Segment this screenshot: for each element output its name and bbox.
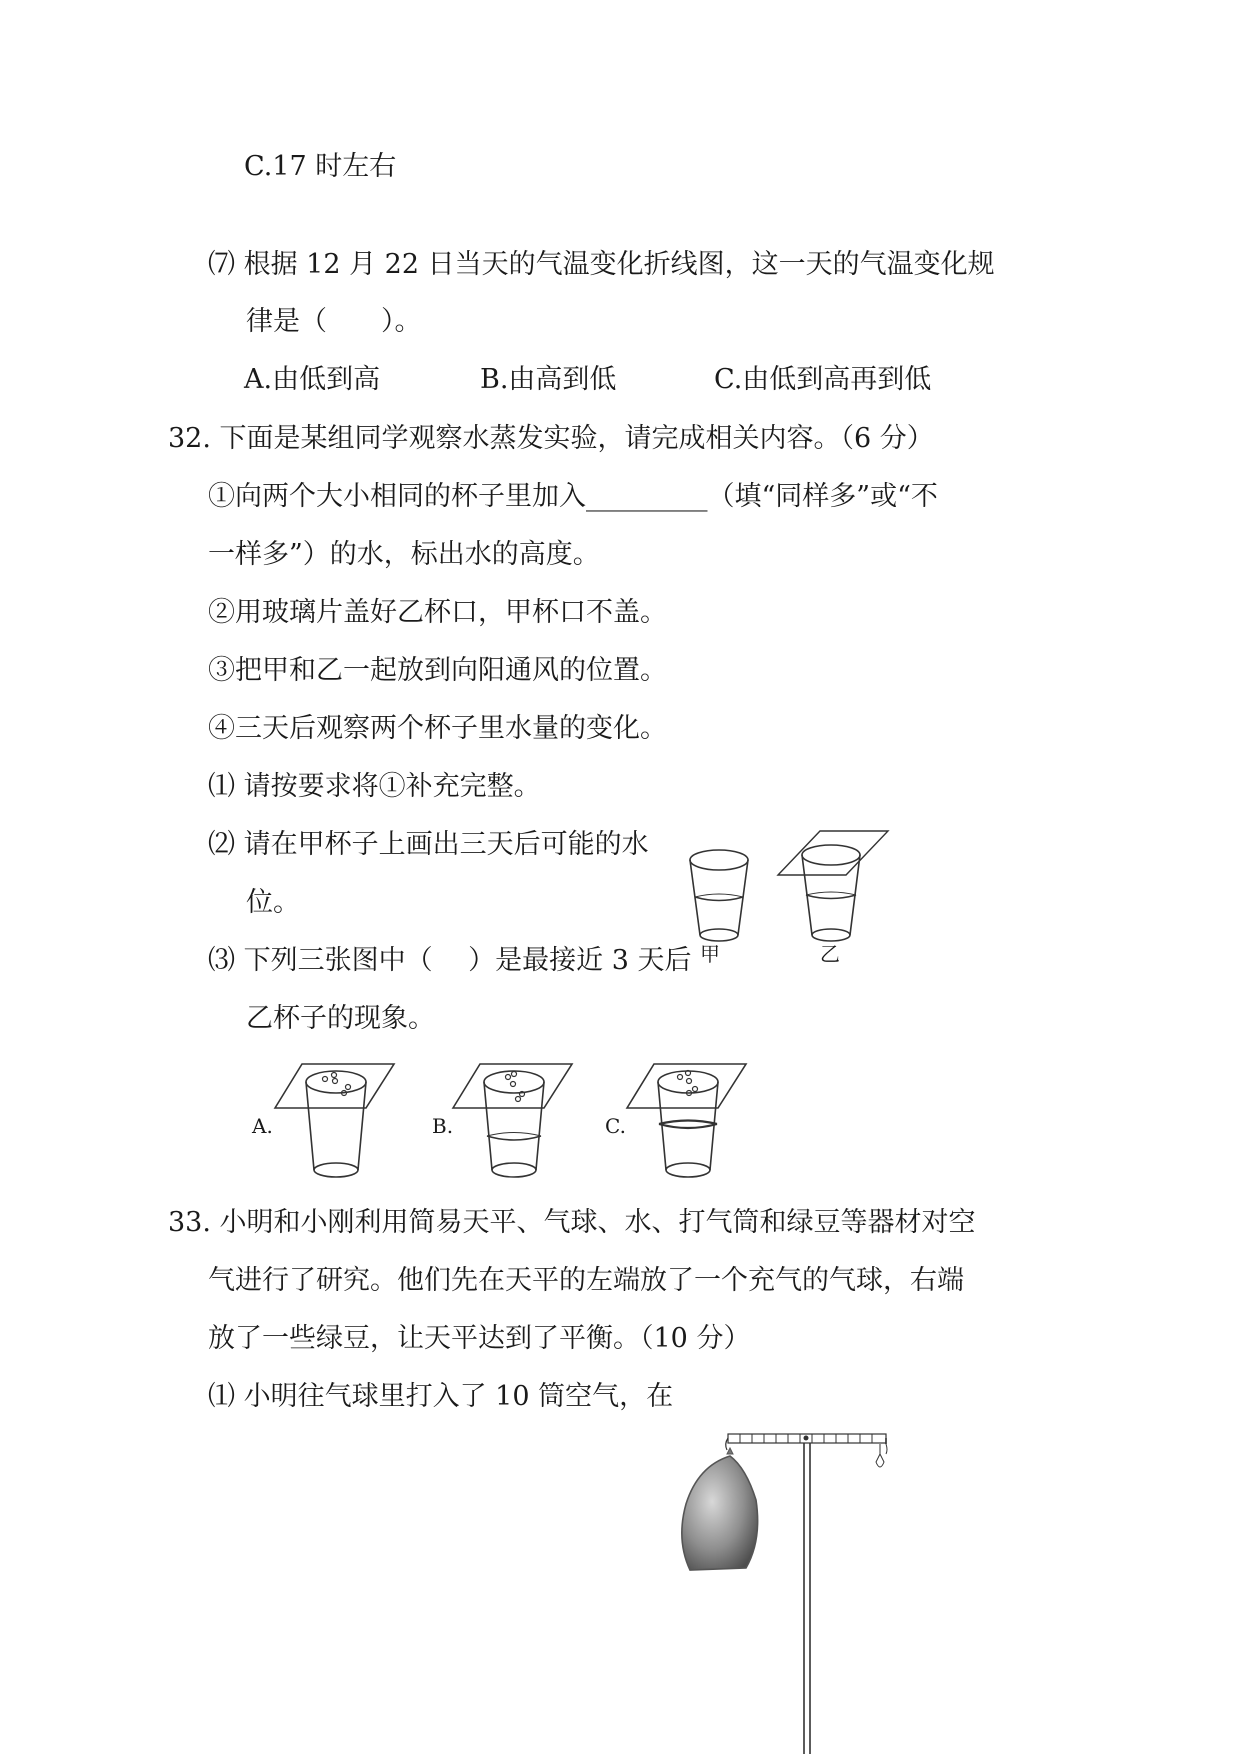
q32-step1-line2: 一样多”）的水，标出水的高度。: [208, 539, 600, 570]
q32-sub3-line2: 乙杯子的现象。: [246, 1003, 435, 1034]
balance-balloon-figure: [680, 1420, 910, 1754]
q32-title: 32. 下面是某组同学观察水蒸发实验，请完成相关内容。（6 分）: [168, 423, 934, 454]
q31-7-option-b: B.由高到低: [480, 364, 617, 395]
choice-a-figure: [270, 1060, 400, 1190]
option-c-previous: C.17 时左右: [244, 151, 397, 182]
q32-step3: ③把甲和乙一起放到向阳通风的位置。: [208, 655, 667, 686]
choice-label-a: A.: [252, 1114, 273, 1138]
q32-step4: ④三天后观察两个杯子里水量的变化。: [208, 713, 667, 744]
choice-c-figure: [622, 1060, 752, 1190]
q31-7-option-a: A.由低到高: [244, 364, 381, 395]
q32-sub2-line1: ⑵ 请在甲杯子上画出三天后可能的水: [208, 829, 649, 860]
q32-step1-line1: ①向两个大小相同的杯子里加入_________（填“同样多”或“不: [208, 481, 938, 512]
cup-label-jia: 甲: [700, 942, 720, 966]
q33-line2: 气进行了研究。他们先在天平的左端放了一个充气的气球，右端: [208, 1265, 964, 1296]
q32-sub2-line2: 位。: [246, 887, 300, 918]
q32-sub1: ⑴ 请按要求将①补充完整。: [208, 771, 541, 802]
q33-sub1: ⑴ 小明往气球里打入了 10 筒空气，在: [208, 1381, 674, 1412]
q32-step2: ②用玻璃片盖好乙杯口，甲杯口不盖。: [208, 597, 667, 628]
choice-label-b: B.: [432, 1114, 454, 1138]
q31-7-line1: ⑺ 根据 12 月 22 日当天的气温变化折线图，这一天的气温变化规: [208, 249, 995, 280]
cup-jia: [690, 850, 748, 941]
q33-line1: 33. 小明和小刚利用简易天平、气球、水、打气筒和绿豆等器材对空: [168, 1207, 976, 1238]
choice-label-c: C.: [605, 1114, 626, 1138]
q31-7-line2: 律是（ ）。: [246, 306, 422, 337]
q33-line3: 放了一些绿豆，让天平达到了平衡。（10 分）: [208, 1323, 751, 1354]
cup-label-yi: 乙: [820, 942, 840, 966]
choice-b-figure: [448, 1060, 578, 1190]
q31-7-option-c: C.由低到高再到低: [714, 364, 932, 395]
q32-sub3-line1: ⑶ 下列三张图中（ ）是最接近 3 天后: [208, 945, 692, 976]
cup-yi: [778, 831, 888, 941]
